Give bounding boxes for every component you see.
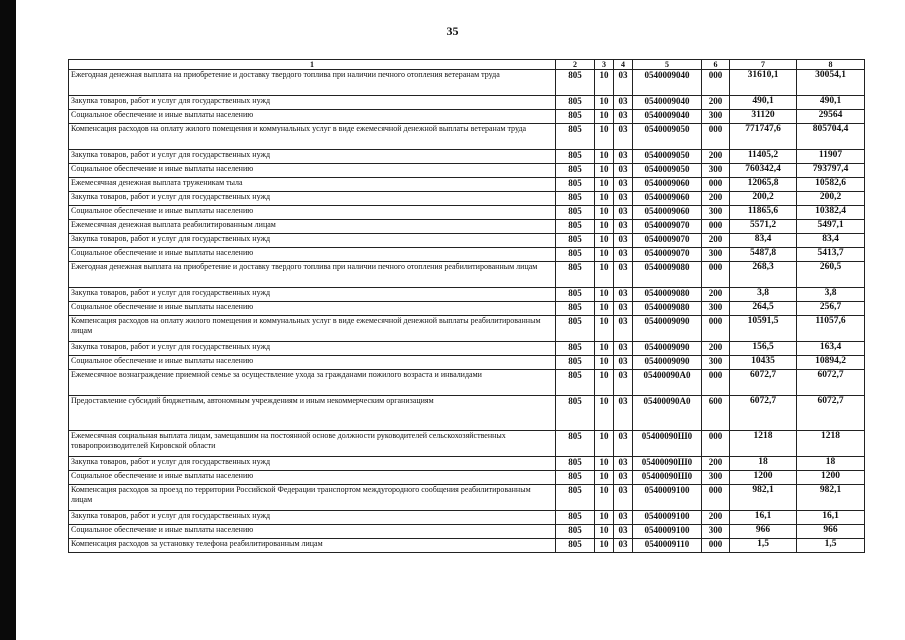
amount-year-1: 5571,2 (730, 220, 797, 234)
target-article-code: 05400090Ш0 (633, 431, 702, 457)
scan-edge (0, 0, 16, 640)
amount-year-2: 11057,6 (797, 316, 865, 342)
ministry-code: 805 (556, 206, 595, 220)
expense-type-code: 600 (702, 396, 730, 431)
target-article-code: 05400090Ш0 (633, 471, 702, 485)
subsection-code: 03 (614, 70, 633, 96)
ministry-code: 805 (556, 302, 595, 316)
subsection-code: 03 (614, 164, 633, 178)
amount-year-2: 18 (797, 457, 865, 471)
item-name: Ежемесячная денежная выплата реабилитированным лицам (69, 220, 556, 234)
expense-type-code: 000 (702, 262, 730, 288)
table-row (69, 471, 865, 485)
expense-type-code: 300 (702, 525, 730, 539)
expense-type-code: 300 (702, 356, 730, 370)
item-name: Социальное обеспечение и иные выплаты населению (69, 248, 556, 262)
target-article-code: 0540009050 (633, 150, 702, 164)
amount-year-2: 982,1 (797, 485, 865, 511)
amount-year-1: 3,8 (730, 288, 797, 302)
item-name: Компенсация расходов на оплату жилого помещения и коммунальных услуг в виде ежемесячной денежной выплаты ветеранам труда (69, 124, 556, 150)
item-name: Ежемесячное вознаграждение приемной семье за осуществление ухода за гражданами пожилого возраста и инвалидами (69, 370, 556, 396)
ministry-code: 805 (556, 164, 595, 178)
target-article-code: 0540009100 (633, 525, 702, 539)
table-row (69, 124, 865, 150)
item-name: Компенсация расходов на оплату жилого помещения и коммунальных услуг в виде ежемесячной денежной выплаты реабилитированным лицам (69, 316, 556, 342)
section-code: 10 (595, 96, 614, 110)
subsection-code: 03 (614, 485, 633, 511)
expense-type-code: 300 (702, 164, 730, 178)
target-article-code: 0540009070 (633, 234, 702, 248)
amount-year-1: 5487,8 (730, 248, 797, 262)
amount-year-1: 10435 (730, 356, 797, 370)
subsection-code: 03 (614, 248, 633, 262)
ministry-code: 805 (556, 511, 595, 525)
expense-type-code: 000 (702, 316, 730, 342)
subsection-code: 03 (614, 96, 633, 110)
amount-year-1: 771747,6 (730, 124, 797, 150)
table-row (69, 431, 865, 457)
target-article-code: 0540009050 (633, 164, 702, 178)
section-code: 10 (595, 356, 614, 370)
section-code: 10 (595, 70, 614, 96)
amount-year-1: 966 (730, 525, 797, 539)
amount-year-1: 12065,8 (730, 178, 797, 192)
expense-type-code: 000 (702, 485, 730, 511)
target-article-code: 0540009110 (633, 539, 702, 553)
budget-table (68, 59, 865, 553)
amount-year-1: 83,4 (730, 234, 797, 248)
target-article-code: 05400090A0 (633, 396, 702, 431)
section-code: 10 (595, 110, 614, 124)
item-name: Ежегодная денежная выплата на приобретение и доставку твердого топлива при наличии печного отопления реабилитированным лицам (69, 262, 556, 288)
amount-year-2: 10382,4 (797, 206, 865, 220)
table-body (69, 70, 865, 553)
col-header: 7 (730, 60, 797, 70)
expense-type-code: 000 (702, 178, 730, 192)
section-code: 10 (595, 150, 614, 164)
amount-year-1: 31120 (730, 110, 797, 124)
amount-year-1: 11405,2 (730, 150, 797, 164)
ministry-code: 805 (556, 288, 595, 302)
target-article-code: 05400090A0 (633, 370, 702, 396)
section-code: 10 (595, 485, 614, 511)
target-article-code: 0540009090 (633, 316, 702, 342)
amount-year-2: 10582,6 (797, 178, 865, 192)
target-article-code: 0540009100 (633, 485, 702, 511)
amount-year-2: 11907 (797, 150, 865, 164)
expense-type-code: 300 (702, 471, 730, 485)
section-code: 10 (595, 431, 614, 457)
amount-year-1: 18 (730, 457, 797, 471)
amount-year-2: 5413,7 (797, 248, 865, 262)
expense-type-code: 000 (702, 220, 730, 234)
item-name: Закупка товаров, работ и услуг для государственных нужд (69, 192, 556, 206)
amount-year-1: 264,5 (730, 302, 797, 316)
subsection-code: 03 (614, 288, 633, 302)
subsection-code: 03 (614, 178, 633, 192)
amount-year-2: 30054,1 (797, 70, 865, 96)
section-code: 10 (595, 316, 614, 342)
item-name: Социальное обеспечение и иные выплаты населению (69, 525, 556, 539)
amount-year-1: 760342,4 (730, 164, 797, 178)
ministry-code: 805 (556, 220, 595, 234)
target-article-code: 0540009060 (633, 178, 702, 192)
expense-type-code: 200 (702, 192, 730, 206)
amount-year-1: 1,5 (730, 539, 797, 553)
subsection-code: 03 (614, 342, 633, 356)
amount-year-1: 16,1 (730, 511, 797, 525)
item-name: Закупка товаров, работ и услуг для государственных нужд (69, 150, 556, 164)
amount-year-2: 6072,7 (797, 396, 865, 431)
table-row (69, 96, 865, 110)
table-row (69, 192, 865, 206)
ministry-code: 805 (556, 124, 595, 150)
amount-year-2: 260,5 (797, 262, 865, 288)
col-header: 1 (69, 60, 556, 70)
subsection-code: 03 (614, 525, 633, 539)
target-article-code: 0540009090 (633, 342, 702, 356)
subsection-code: 03 (614, 302, 633, 316)
item-name: Социальное обеспечение и иные выплаты населению (69, 206, 556, 220)
ministry-code: 805 (556, 248, 595, 262)
page-number: 35 (446, 24, 459, 38)
section-code: 10 (595, 206, 614, 220)
item-name: Социальное обеспечение и иные выплаты населению (69, 302, 556, 316)
item-name: Компенсация расходов за проезд по территории Российской Федерации транспортом междугородного сообщения реабилитированным лицам (69, 485, 556, 511)
item-name: Социальное обеспечение и иные выплаты населению (69, 471, 556, 485)
item-name: Ежемесячная социальная выплата лицам, замещавшим на постоянной основе должности руководителей сельскохозяйственных товаропроизводителей Кировской области (69, 431, 556, 457)
target-article-code: 0540009070 (633, 248, 702, 262)
ministry-code: 805 (556, 96, 595, 110)
amount-year-2: 29564 (797, 110, 865, 124)
expense-type-code: 000 (702, 70, 730, 96)
target-article-code: 0540009080 (633, 262, 702, 288)
amount-year-2: 10894,2 (797, 356, 865, 370)
table-row (69, 70, 865, 96)
target-article-code: 0540009100 (633, 511, 702, 525)
subsection-code: 03 (614, 206, 633, 220)
ministry-code: 805 (556, 396, 595, 431)
table-row (69, 342, 865, 356)
item-name: Закупка товаров, работ и услуг для государственных нужд (69, 96, 556, 110)
target-article-code: 0540009040 (633, 70, 702, 96)
item-name: Ежемесячная денежная выплата труженикам тыла (69, 178, 556, 192)
item-name: Закупка товаров, работ и услуг для государственных нужд (69, 234, 556, 248)
section-code: 10 (595, 511, 614, 525)
amount-year-2: 1218 (797, 431, 865, 457)
expense-type-code: 200 (702, 342, 730, 356)
ministry-code: 805 (556, 262, 595, 288)
section-code: 10 (595, 288, 614, 302)
expense-type-code: 300 (702, 248, 730, 262)
table-row (69, 178, 865, 192)
col-header: 2 (556, 60, 595, 70)
ministry-code: 805 (556, 316, 595, 342)
amount-year-1: 1200 (730, 471, 797, 485)
target-article-code: 0540009070 (633, 220, 702, 234)
section-code: 10 (595, 164, 614, 178)
ministry-code: 805 (556, 342, 595, 356)
ministry-code: 805 (556, 110, 595, 124)
subsection-code: 03 (614, 431, 633, 457)
col-header: 8 (797, 60, 865, 70)
table-row (69, 206, 865, 220)
table-row (69, 302, 865, 316)
amount-year-2: 256,7 (797, 302, 865, 316)
table-row (69, 288, 865, 302)
amount-year-1: 6072,7 (730, 396, 797, 431)
ministry-code: 805 (556, 356, 595, 370)
subsection-code: 03 (614, 316, 633, 342)
table-row (69, 262, 865, 288)
subsection-code: 03 (614, 150, 633, 164)
table-row (69, 164, 865, 178)
section-code: 10 (595, 539, 614, 553)
subsection-code: 03 (614, 192, 633, 206)
subsection-code: 03 (614, 457, 633, 471)
subsection-code: 03 (614, 124, 633, 150)
table-row (69, 457, 865, 471)
table-row (69, 248, 865, 262)
table-row (69, 525, 865, 539)
item-name: Предоставление субсидий бюджетным, автономным учреждениям и иным некоммерческим организациям (69, 396, 556, 431)
target-article-code: 0540009080 (633, 288, 702, 302)
amount-year-2: 163,4 (797, 342, 865, 356)
section-code: 10 (595, 525, 614, 539)
target-article-code: 05400090Ш0 (633, 457, 702, 471)
ministry-code: 805 (556, 525, 595, 539)
item-name: Компенсация расходов за установку телефона реабилитированным лицам (69, 539, 556, 553)
table-row (69, 511, 865, 525)
amount-year-2: 1,5 (797, 539, 865, 553)
section-code: 10 (595, 178, 614, 192)
amount-year-2: 83,4 (797, 234, 865, 248)
ministry-code: 805 (556, 370, 595, 396)
item-name: Социальное обеспечение и иные выплаты населению (69, 110, 556, 124)
expense-type-code: 000 (702, 431, 730, 457)
target-article-code: 0540009080 (633, 302, 702, 316)
amount-year-1: 490,1 (730, 96, 797, 110)
subsection-code: 03 (614, 370, 633, 396)
section-code: 10 (595, 471, 614, 485)
expense-type-code: 000 (702, 124, 730, 150)
subsection-code: 03 (614, 110, 633, 124)
amount-year-1: 11865,6 (730, 206, 797, 220)
item-name: Закупка товаров, работ и услуг для государственных нужд (69, 511, 556, 525)
expense-type-code: 200 (702, 457, 730, 471)
table-row (69, 220, 865, 234)
table-row (69, 316, 865, 342)
item-name: Закупка товаров, работ и услуг для государственных нужд (69, 457, 556, 471)
ministry-code: 805 (556, 234, 595, 248)
expense-type-code: 200 (702, 96, 730, 110)
section-code: 10 (595, 396, 614, 431)
item-name: Социальное обеспечение и иные выплаты населению (69, 356, 556, 370)
expense-type-code: 200 (702, 511, 730, 525)
amount-year-2: 793797,4 (797, 164, 865, 178)
subsection-code: 03 (614, 511, 633, 525)
amount-year-2: 5497,1 (797, 220, 865, 234)
target-article-code: 0540009050 (633, 124, 702, 150)
col-header: 5 (633, 60, 702, 70)
target-article-code: 0540009090 (633, 356, 702, 370)
subsection-code: 03 (614, 220, 633, 234)
target-article-code: 0540009040 (633, 110, 702, 124)
ministry-code: 805 (556, 192, 595, 206)
amount-year-1: 268,3 (730, 262, 797, 288)
target-article-code: 0540009060 (633, 192, 702, 206)
amount-year-1: 31610,1 (730, 70, 797, 96)
table-row (69, 110, 865, 124)
amount-year-2: 6072,7 (797, 370, 865, 396)
section-code: 10 (595, 234, 614, 248)
ministry-code: 805 (556, 150, 595, 164)
subsection-code: 03 (614, 234, 633, 248)
col-header: 6 (702, 60, 730, 70)
section-code: 10 (595, 457, 614, 471)
table-row (69, 539, 865, 553)
ministry-code: 805 (556, 457, 595, 471)
amount-year-1: 1218 (730, 431, 797, 457)
amount-year-2: 3,8 (797, 288, 865, 302)
section-code: 10 (595, 220, 614, 234)
item-name: Закупка товаров, работ и услуг для государственных нужд (69, 288, 556, 302)
amount-year-2: 16,1 (797, 511, 865, 525)
table-row (69, 234, 865, 248)
ministry-code: 805 (556, 485, 595, 511)
expense-type-code: 200 (702, 234, 730, 248)
amount-year-1: 6072,7 (730, 370, 797, 396)
table-row (69, 396, 865, 431)
subsection-code: 03 (614, 539, 633, 553)
section-code: 10 (595, 248, 614, 262)
header-row (69, 60, 865, 70)
subsection-code: 03 (614, 396, 633, 431)
section-code: 10 (595, 370, 614, 396)
item-name: Ежегодная денежная выплата на приобретение и доставку твердого топлива при наличии печного отопления ветеранам труда (69, 70, 556, 96)
expense-type-code: 000 (702, 539, 730, 553)
amount-year-2: 805704,4 (797, 124, 865, 150)
col-header: 4 (614, 60, 633, 70)
table-row (69, 370, 865, 396)
item-name: Социальное обеспечение и иные выплаты населению (69, 164, 556, 178)
subsection-code: 03 (614, 356, 633, 370)
amount-year-2: 966 (797, 525, 865, 539)
target-article-code: 0540009040 (633, 96, 702, 110)
ministry-code: 805 (556, 70, 595, 96)
amount-year-1: 156,5 (730, 342, 797, 356)
ministry-code: 805 (556, 539, 595, 553)
amount-year-1: 200,2 (730, 192, 797, 206)
section-code: 10 (595, 124, 614, 150)
ministry-code: 805 (556, 431, 595, 457)
amount-year-2: 1200 (797, 471, 865, 485)
ministry-code: 805 (556, 178, 595, 192)
expense-type-code: 300 (702, 110, 730, 124)
section-code: 10 (595, 192, 614, 206)
amount-year-1: 982,1 (730, 485, 797, 511)
amount-year-1: 10591,5 (730, 316, 797, 342)
expense-type-code: 200 (702, 288, 730, 302)
section-code: 10 (595, 342, 614, 356)
table-row (69, 356, 865, 370)
section-code: 10 (595, 302, 614, 316)
item-name: Закупка товаров, работ и услуг для государственных нужд (69, 342, 556, 356)
col-header: 3 (595, 60, 614, 70)
section-code: 10 (595, 262, 614, 288)
amount-year-2: 490,1 (797, 96, 865, 110)
ministry-code: 805 (556, 471, 595, 485)
subsection-code: 03 (614, 471, 633, 485)
subsection-code: 03 (614, 262, 633, 288)
amount-year-2: 200,2 (797, 192, 865, 206)
expense-type-code: 000 (702, 370, 730, 396)
expense-type-code: 200 (702, 150, 730, 164)
expense-type-code: 300 (702, 302, 730, 316)
expense-type-code: 300 (702, 206, 730, 220)
table-row (69, 150, 865, 164)
table-row (69, 485, 865, 511)
target-article-code: 0540009060 (633, 206, 702, 220)
